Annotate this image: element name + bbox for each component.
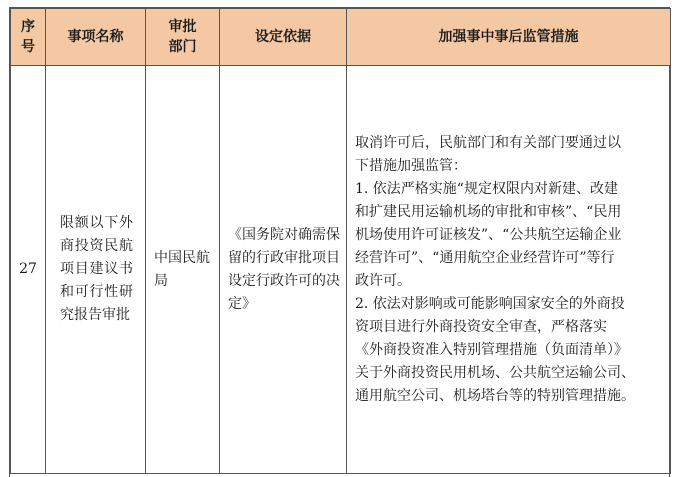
header-dept — [146, 9, 220, 66]
measure-line: 取消许可后，民航部门和有关部门要通过以 — [355, 134, 621, 151]
cell-seq: 27 — [11, 66, 46, 474]
cell-dept: 中国民航局 — [146, 66, 220, 474]
cell-basis: 《国务院对确需保留的行政审批项目设定行政许可的决定》 — [220, 66, 347, 474]
header-name: 事项名称 — [46, 9, 146, 66]
header-measures: 加强事中事后监管措施 — [347, 9, 671, 66]
measure-line: 资项目进行外商投资安全审查，严格落实 — [355, 318, 607, 335]
measure-line: 通用航空公司、机场塔台等的特别管理措施。 — [355, 387, 635, 404]
measure-line: 2. 依法对影响或可能影响国家安全的外商投 — [355, 295, 625, 312]
cell-item-name: 限额以下外商投资民航项目建议书和可行性研究报告审批 — [46, 66, 146, 474]
measure-line: 和扩建民用运输机场的审批和审核”、“民用 — [355, 203, 622, 220]
header-basis: 设定依据 — [220, 9, 347, 66]
measure-line: 经营许可”、“通用航空企业经营许可”等行 — [355, 249, 615, 266]
measure-line: 关于外商投资民用机场、公共航空运输公司、 — [355, 364, 635, 381]
measure-line: 政许可。 — [355, 272, 411, 289]
measure-line: 1. 依法严格实施“规定权限内对新建、改建 — [355, 180, 618, 197]
measure-line: 下措施加强监管： — [355, 157, 467, 174]
cell-measures — [347, 66, 671, 474]
regulation-table-container — [9, 7, 670, 477]
header-dept-label: 审批部门 — [168, 19, 197, 55]
measure-line: 《外商投资准入特别管理措施（负面清单）》 — [355, 341, 628, 358]
table-header-row — [11, 9, 671, 66]
measure-line: 机场使用许可证核发”、“公共航空运输企业 — [355, 226, 622, 243]
header-seq-label: 序号 — [21, 19, 35, 55]
table-row — [11, 66, 671, 474]
header-seq — [11, 9, 46, 66]
regulation-table — [10, 8, 671, 474]
